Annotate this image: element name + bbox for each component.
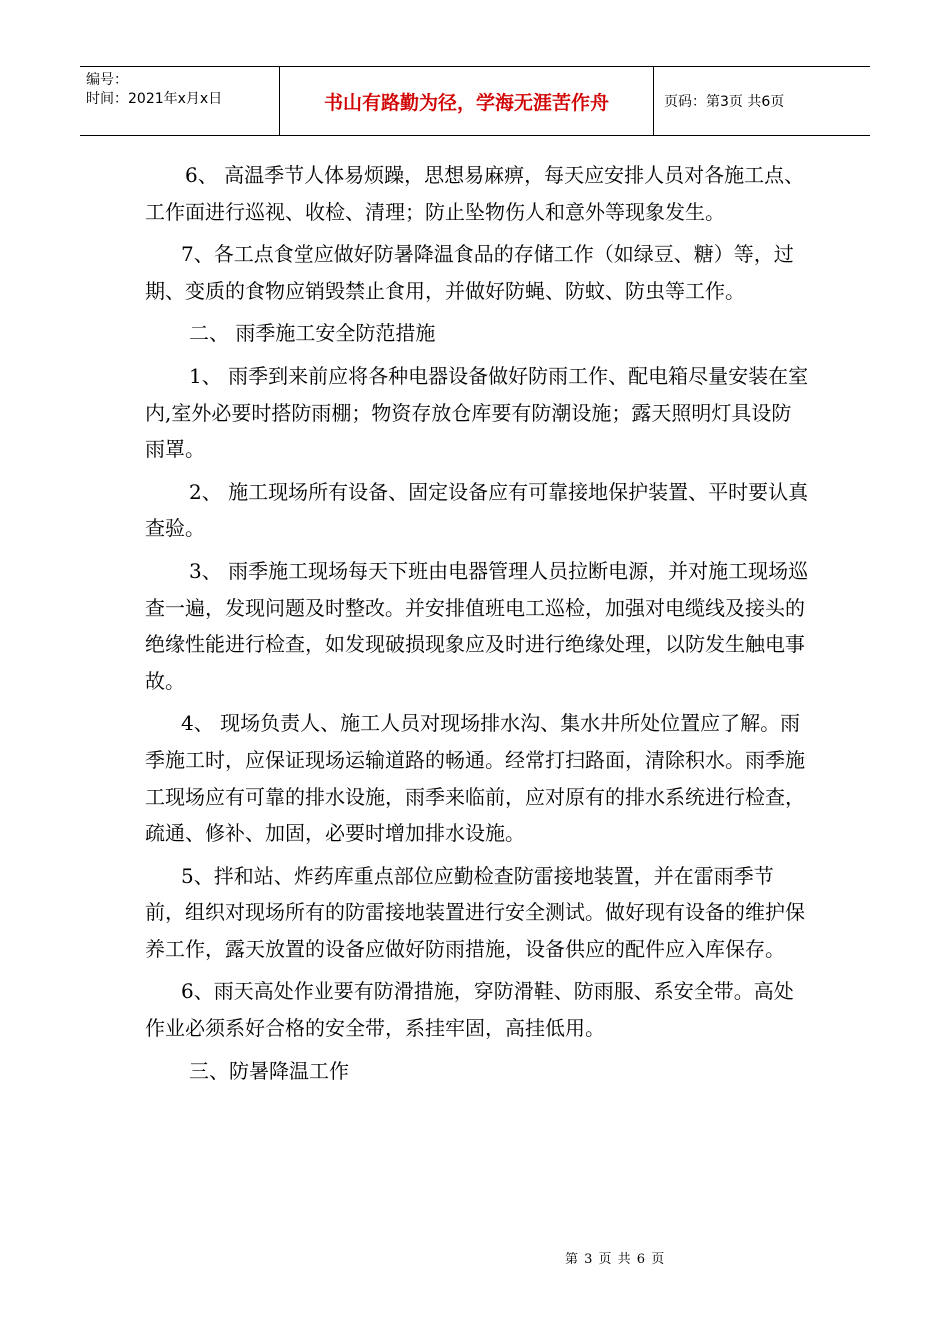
paragraph: 4、 现场负责人、施工人员对现场排水沟、集水井所处位置应了解。雨季施工时，应保证现场运输道路的畅通。经常打扫路面，清除积水。雨季施工现场应有可靠的排水设施，雨季来临前，应对原有的排水系统进行检查，疏通、修补、加固，必要时增加排水设施。 [145,711,805,846]
paragraph: 1、 雨季到来前应将各种电器设备做好防雨工作、配电箱尽量安装在室内,室外必要时搭防雨棚；物资存放仓库要有防潮设施；露天照明灯具设防雨罩。 [145,363,809,462]
page-footer: 第 3 页 共 6 页 [565,1252,665,1267]
header-meta [80,67,280,135]
paragraph: 二、 雨季施工安全防范措施 [189,321,436,346]
paragraph: 5、拌和站、炸药库重点部位应勤检查防雷接地装置，并在雷雨季节前，组织对现场所有的防雷接地装置进行安全测试。做好现有设备的维护保养工作，露天放置的设备应做好防雨措施，设备供应的配件应入库保存。 [145,863,805,961]
page-header [80,66,870,136]
paragraph: 6、 高温季节人体易烦躁，思想易麻痹，每天应安排人员对各施工点、工作面进行巡视、收检、清理；防止坠物伤人和意外等现象发生。 [145,163,805,224]
document-body [145,157,810,1089]
paragraph: 3、 雨季施工现场每天下班由电器管理人员拉断电源，并对施工现场巡查一遍，发现问题及时整改。并安排值班电工巡检，加强对电缆线及接头的绝缘性能进行检查，如发现破损现象应及时进行绝缘处理，以防发生触电事故。 [145,558,809,693]
paragraph: 7、各工点食堂应做好防暑降温食品的存储工作（如绿豆、糖）等，过期、变质的食物应销毁禁止食用，并做好防蝇、防蚊、防虫等工作。 [145,242,794,303]
paragraph: 2、 施工现场所有设备、固定设备应有可靠接地保护装置、平时要认真查验。 [145,479,809,541]
header-motto: 书山有路勤为径，学海无涯苦作舟 [280,67,654,135]
document-number-label: 编号： [86,72,128,88]
document-time-label: 时间：2021年x月x日 [86,91,223,107]
paragraph: 三、防暑降温工作 [189,1058,349,1083]
paragraph: 6、雨天高处作业要有防滑措施，穿防滑鞋、防雨服、系安全带。高处作业必须系好合格的安全带，系挂牢固，高挂低用。 [145,979,794,1041]
header-page-label: 页码：第3页 共6页 [664,94,785,110]
